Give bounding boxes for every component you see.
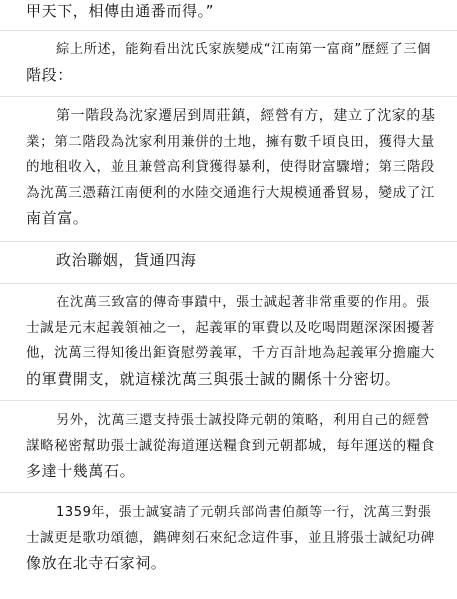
paragraph-1359 [26, 500, 436, 577]
text-line: 在沈萬三致富的傳奇事蹟中，張士誠起著非常重要的作用。張 [56, 295, 430, 310]
text-line: 士誠更是歌功頌德，鐫碑刻石來紀念這件事，並且將張士誠紀功碑 [26, 529, 435, 546]
paragraph-summary [26, 37, 436, 88]
text-line: 甲天下，相傳由通番而得。” [26, 2, 215, 20]
paragraph-grain-transport [26, 408, 436, 485]
text-line: 綜上所述，能夠看出沈氏家族變成“江南第一富商”歷經了三個 [56, 42, 432, 57]
text-line: 他，沈萬三得知後出鉅資慰勞義軍，千方百計地為起義軍分擔龐大 [26, 345, 435, 361]
text-line: 政治聯姻，貨通四海 [56, 251, 197, 269]
text-line: 像放在北寺石家祠。 [26, 554, 167, 572]
text-line: 第一階段為沈家遷居到周莊鎮，經營有方，建立了沈家的基 [56, 108, 436, 124]
text-line: 的地租收入，並且兼營高利貸獲得暴利，使得財富驟增；第三階段 [26, 159, 435, 175]
text-line: 另外，沈萬三還支持張士誠投降元朝的策略，利用自己的經營 [56, 413, 430, 428]
text-line: 1359年，張士誠宴請了元朝兵部尚書伯顏等一行，沈萬三對張 [56, 505, 432, 520]
text-line: 多達十幾萬石。 [26, 462, 136, 480]
paragraph-divider [0, 492, 457, 493]
text-line: 業；第二階段為沈家利用兼併的土地，擁有數千頃良田，獲得大量 [26, 133, 435, 150]
paragraph-divider [0, 283, 457, 284]
paragraph-divider [0, 96, 457, 97]
text-line: 為沈萬三憑藉江南便利的水陸交通進行大規模通番貿易，變成了江 [26, 184, 435, 201]
text-line: 階段： [26, 65, 73, 84]
paragraph-divider [0, 30, 457, 31]
text-line: 士誠是元末起義領袖之一，起義軍的軍費以及吃喝問題深深困擾著 [26, 319, 435, 336]
section-heading [26, 248, 436, 274]
text-line: 南首富。 [26, 209, 89, 227]
paragraph-continuation [26, 0, 436, 25]
paragraph-divider [0, 400, 457, 401]
text-line: 的軍費開支，就這樣沈萬三與張士誠的關係十分密切。 [26, 369, 401, 388]
paragraph-zhang-shicheng [26, 290, 436, 392]
paragraph-stages [26, 104, 436, 232]
paragraph-divider [0, 241, 457, 242]
text-line: 謀略秘密幫助張士誠從海道運送糧食到元朝都城，每年運送的糧食 [26, 437, 435, 454]
